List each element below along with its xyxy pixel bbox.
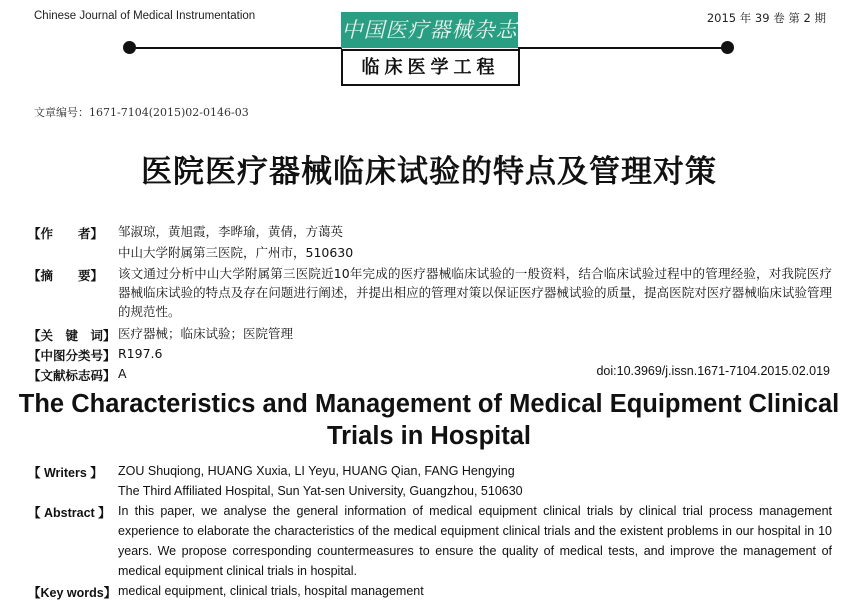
- affiliation-en: The Third Affiliated Hospital, Sun Yat-sen University, Guangzhou, 510630: [118, 484, 523, 498]
- class-label: 【中图分类号】: [28, 348, 116, 363]
- keywords-cn: 医疗器械；临床试验；医院管理: [118, 326, 294, 341]
- section-label: 临床医学工程: [341, 49, 520, 86]
- keywords-label-en: 【Key words】: [28, 586, 117, 600]
- rule-left-dot: [123, 41, 136, 54]
- title-cn: 医院医疗器械临床试验的特点及管理对策: [141, 154, 717, 190]
- rule-right-line: [518, 47, 722, 49]
- authors-label: 【作 者】: [28, 226, 104, 241]
- class-code: R197.6: [118, 346, 163, 361]
- issue-info: 2015 年 39 卷 第 2 期: [706, 11, 826, 25]
- journal-logo: 中国医疗器械杂志: [341, 12, 518, 48]
- affiliation-cn: 中山大学附属第三医院，广州市，510630: [118, 245, 354, 260]
- article-number: 文章编号：1671-7104(2015)02-0146-03: [34, 106, 249, 119]
- writers-en: ZOU Shuqiong, HUANG Xuxia, LI Yeyu, HUANG Qian, FANG Hengying: [118, 464, 515, 478]
- writers-label: 【 Writers 】: [28, 466, 103, 480]
- rule-left-line: [136, 47, 342, 49]
- doc-code: A: [118, 366, 127, 381]
- abstract-label-en: 【 Abstract 】: [28, 506, 111, 520]
- abstract-cn: 该文通过分析中山大学附属第三医院近10年完成的医疗器械临床试验的一般资料，结合临床试验过程中的管理经验，对我院医疗器械临床试验的特点及存在问题进行阐述，并提出相应的管理对策以保证医疗器械试验的质量，提高医院对医疗器械临床试验管理的规范性。: [118, 266, 832, 319]
- doi[interactable]: doi:10.3969/j.issn.1671-7104.2015.02.019: [596, 364, 830, 378]
- doc-code-label: 【文献标志码】: [28, 368, 116, 383]
- authors-cn: 邹淑琼，黄旭霞，李晔瑜，黄倩，方蔼英: [118, 224, 344, 239]
- rule-right-dot: [721, 41, 734, 54]
- keywords-label-cn: 【关 键 词】: [28, 328, 116, 343]
- abstract-label-cn: 【摘 要】: [28, 268, 104, 283]
- title-en: The Characteristics and Management of Medical Equipment Clinical Trials in Hospital: [18, 390, 840, 450]
- keywords-en: medical equipment, clinical trials, hospital management: [118, 584, 424, 598]
- abstract-en: In this paper, we analyse the general information of medical equipment clinical trials by clinical trial process management experience to elaborate the characteristics of the medical equipment clinical trials and the existent problems in our hospital in 10 years. We propose corresponding countermeasures to ensure the quality of medical tests, and improve the management of medical equipment clinical trials in hospital.: [118, 504, 832, 578]
- journal-name-en: Chinese Journal of Medical Instrumentation: [34, 10, 256, 22]
